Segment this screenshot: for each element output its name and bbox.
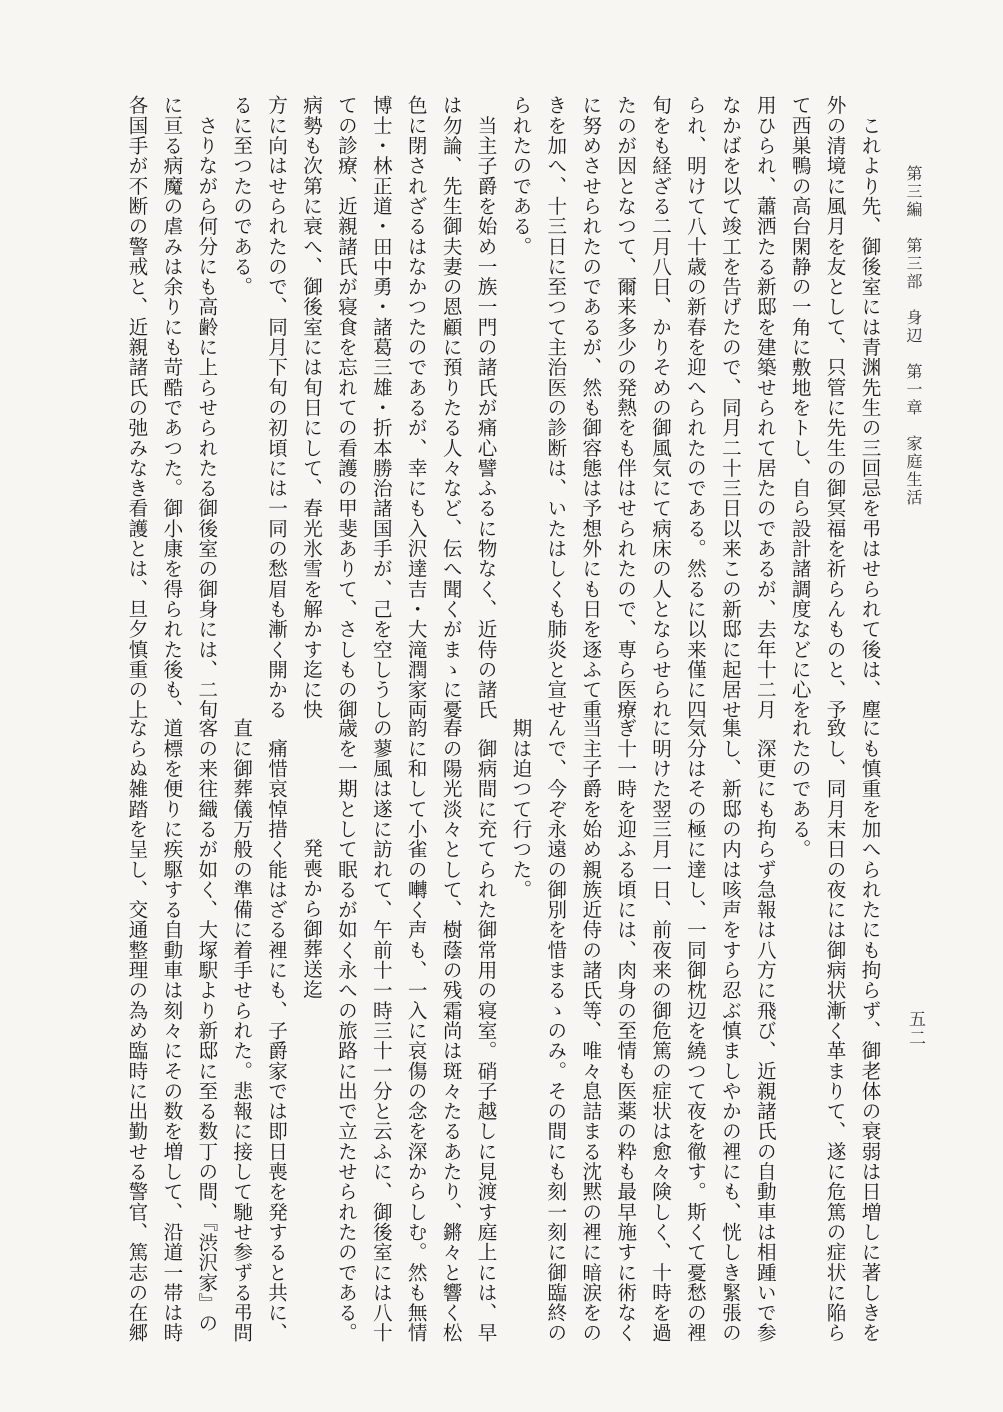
text-column: 各国手が不断の警戒と、近親諸氏の弛みなき看護とは、旦夕慎重の上 (124, 95, 148, 720)
text-column: 道標を便りに疾駆する自動車は刻々にその数を増して、沿道一帯は時 (159, 718, 183, 1343)
text-column: 春の陽光淡々として、樹蔭の残霜尚は斑々たるあたり、鏘々と響く松 (439, 718, 463, 1343)
text-column: 集し、新邸の内は咳声をすら忍ぶ慎ましやかの裡にも、恍しき緊張の (718, 718, 742, 1343)
text-column: 韵に和して小雀の囀く声も、一入に哀傷の念を深からしむ。然も無情 (404, 718, 428, 1343)
text-column: 痛惜哀悼措く能はざる裡にも、子爵家では即日喪を発すると共に、 (264, 718, 288, 1343)
running-head: 第三編 第三部 身辺 第一章 家庭生活 (904, 165, 923, 507)
text-column: 歳を一期として眠るが如く永への旅路に出で立たせられたのである。 (334, 718, 358, 1343)
text-column: なかばを以て竣工を告げたので、同月二十三日以来この新邸に起居せ (718, 95, 742, 720)
top-text-block (118, 95, 886, 720)
text-column: さりながら何分にも高齢に上らせられたる御後室の御身には、二旬 (194, 95, 218, 720)
text-column: 期は迫つて行つた。 (508, 718, 532, 900)
text-column: ならぬ雑踏を呈し、交通整理の為め臨時に出勤せる警官、篤志の在郷 (124, 718, 148, 1343)
text-column: 致し、同月末日の夜には御病状漸く革まりて、遂に危篤の症状に陥ら (823, 718, 847, 1343)
text-column: これより先、御後室には青渊先生の三回忌を弔はせられて後は、塵 (858, 95, 881, 720)
text-column: 用ひられ、蕭洒たる新邸を建築せられて居たのであるが、去年十二月 (753, 95, 777, 720)
text-column: るに至つたのである。 (229, 95, 253, 297)
text-column: 色に閉されざるはなかつたのであるが、幸にも入沢達吉・大滝潤家両 (404, 95, 428, 720)
text-column: 直に御葬儀万般の準備に着手せられた。悲報に接して馳せ参ずる弔問 (229, 718, 253, 1343)
text-column: 方に向はせられたので、同月下旬の初頃には一同の愁眉も漸く開かる (264, 95, 288, 720)
page-number: 五二 (905, 1010, 925, 1048)
text-column: 御病間に充てられた御常用の寝室。硝子越しに見渡す庭上には、早 (474, 718, 498, 1343)
text-column: 客の来往織るが如く、大塚駅より新邸に至る数丁の間、『渋沢家』の (194, 718, 218, 1333)
bottom-text-block (118, 718, 886, 1343)
text-column: ての診療、近親諸氏が寝食を忘れての看護の甲斐ありて、さしもの御 (334, 95, 358, 720)
text-column: に亘る病魔の虐みは余りにも苛酷であつた。御小康を得られた後も、 (159, 95, 183, 720)
text-column: 外の清境に風月を友として、只管に先生の御冥福を祈らんものと、予 (823, 95, 847, 720)
text-column: にも慎重を加へられたにも拘らず、御老体の衰弱は日増しに著しきを (858, 718, 881, 1343)
text-column: 当主子爵を始め親族近侍の諸氏等、唯々息詰まる沈黙の裡に暗涙をの (578, 718, 602, 1343)
text-column: られ、明けて八十歳の新春を迎へられたのである。然るに以来僅に四 (683, 95, 707, 720)
section-heading: 発喪から御葬送迄 (299, 838, 323, 1000)
text-column: られたのである。 (508, 95, 532, 257)
text-column: ぎ十一時を迎ふる頃には、肉身の至情も医薬の粋も最早施すに術なく (613, 718, 637, 1343)
text-column: に明けた翌三月一日、前夜来の御危篤の症状は愈々険しく、十時を過 (648, 718, 672, 1343)
text-column: たのが因となつて、爾来多少の発熱をも伴はせられたので、専ら医療 (613, 95, 637, 720)
text-column: んで、今ぞ永遠の御別を惜まるゝのみ。その間にも刻一刻に御臨終の (543, 718, 567, 1343)
text-column: 博士・林正道・田中勇・諸葛三雄・折本勝治諸国手が、己を空しうし (369, 95, 393, 720)
text-column: 気分はその極に達し、一同御枕辺を繞つて夜を徹す。斯くて憂愁の裡 (683, 718, 707, 1343)
text-column: の蓼風は遂に訪れて、午前十一時三十一分と云ふに、御後室には八十 (369, 718, 393, 1343)
text-column: は勿論、先生御夫妻の恩顧に預りたる人々など、伝へ聞くがまゝに憂 (439, 95, 463, 720)
text-column: きを加へ、十三日に至つて主治医の診断は、いたはしくも肺炎と宣せ (543, 95, 567, 720)
text-column: 当主子爵を始め一族一門の諸氏が痛心譬ふるに物なく、近侍の諸氏 (474, 95, 498, 720)
text-column: 病勢も次第に衰へ、御後室には旬日にして、春光氷雪を解かす迄に快 (299, 95, 323, 720)
text-column: れたのである。 (788, 718, 812, 860)
text-column: に努めさせられたのであるが、然も御容態は予想外にも日を逐ふて重 (578, 95, 602, 720)
text-column: 深更にも拘らず急報は八方に飛び、近親諸氏の自動車は相踵いで参 (753, 718, 777, 1343)
text-column: て西巣鴨の高台閑静の一角に敷地をトし、自ら設計諸調度などに心を (788, 95, 812, 720)
text-column: 旬をも経ざる二月八日、かりそめの御風気にて病床の人とならせられ (648, 95, 672, 720)
